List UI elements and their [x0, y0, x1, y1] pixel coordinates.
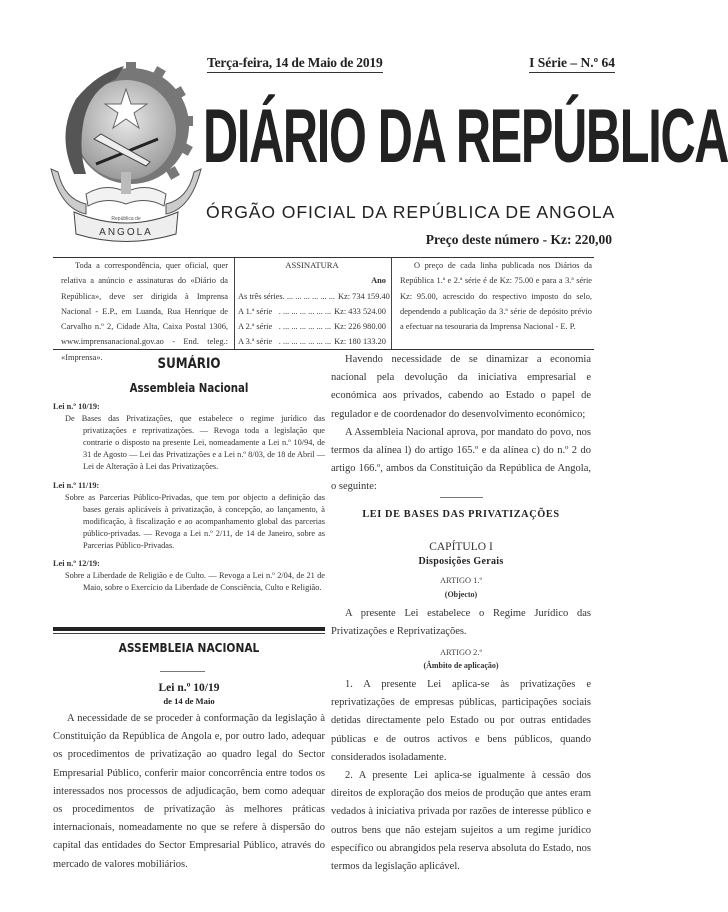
- angola-coat-of-arms-icon: [46, 44, 206, 254]
- leader-dots: . ... ... ... ... ... ...: [278, 337, 332, 347]
- publication-subtitle: ÓRGÃO OFICIAL DA REPÚBLICA DE ANGOLA: [206, 202, 616, 222]
- subscription-value: Kz: 226 980.00: [334, 322, 386, 332]
- svg-text:ANGOLA: ANGOLA: [99, 227, 153, 238]
- article-text: [331, 676, 591, 876]
- article-number: ARTIGO 1.º: [439, 576, 483, 585]
- preamble-continued: [331, 351, 591, 497]
- subscription-row: [238, 334, 386, 349]
- article-paragraph: 2. A presente Lei aplica-se igualmente à cessão dos direitos de exploração dos meios de produção que antes eram vedados à iniciativa privada por razões de interesse público e outros bens que não estejam sujeitos a um regime jurídico específico ou abrangidos pela reserva absoluta do Estado, nos termos da legislação aplicável.: [331, 770, 591, 873]
- pricing-notice: O preço de cada linha publicada nos Diários da República 1.ª e 2.ª série é de Kz: 75.00 e para a 3.ª série Kz: 95.00, acrescido do respectivo imposto do selo, dependendo a publicação da 3.ª série de depósito prévio a efectuar na tesouraria da Imprensa Nacional - E. P.: [400, 261, 592, 332]
- summary-heading: SUMÁRIO: [157, 356, 221, 372]
- preamble-paragraph: A necessidade de se proceder à conformação da legislação à Constituição da República de Angola e, por outro lado, adequar os procedimentos de privatização ao quadro legal do Sector Empresarial Público, conferir maior concorrência entre todos os interessados nos processos de adjudicação, bem como adequar os procedimentos de privatização às melhores práticas internacionais, nomeadamente no que se refere à dispersão do capital das entidades do Sector Empresarial Público, através do mercado de valores mobiliários.: [53, 713, 325, 870]
- issue-price: Preço deste número - Kz: 220,00: [425, 232, 612, 247]
- summary-law-item: [53, 480, 325, 553]
- subscription-row: [238, 319, 386, 334]
- law-description: Sobre a Liberdade de Religião e de Culto. — Revoga a Lei n.º 2/04, de 21 de Maio, sobre o Exercício da Liberdade de Consciência, Culto e Religião.: [65, 571, 325, 593]
- summary-law-item: [53, 558, 325, 594]
- chapter-number: CAPÍTULO I: [429, 541, 493, 553]
- subscription-label: A 3.ª série: [238, 337, 273, 347]
- summary-section: [53, 355, 325, 594]
- law-title: Lei n.º 10/19: [158, 682, 220, 694]
- subscription-label: A 1.ª série: [238, 306, 273, 316]
- svg-text:República de: República de: [111, 216, 141, 222]
- subscription-row: [238, 304, 386, 319]
- article-number: ARTIGO 2.º: [439, 648, 483, 657]
- subscription-label: A 2.ª série: [238, 322, 273, 332]
- chapter-title: Disposições Gerais: [418, 556, 504, 567]
- preamble-paragraph: A Assembleia Nacional aprova, por mandato do povo, nos termos da alínea l) do artigo 165.º e da alínea c) do n.º 2 do artigo 166.º, ambos da Constituição da República de Angola, o seguinte:: [331, 426, 591, 493]
- law-description: Sobre as Parcerias Público-Privadas, que tem por objecto a definição das bases gerais aplicáveis à privatização, à concepção, ao lançamento, à modificação, à fiscalização e ao acompanhamento global das parcerias público-privadas. — Revoga a Lei n.º 2/11, de 14 de Janeiro, sobre as Parcerias Público-Privadas.: [65, 492, 325, 551]
- law-date: de 14 de Maio: [163, 696, 215, 706]
- issue-date: Terça-feira, 14 de Maio de 2019: [207, 55, 383, 73]
- summary-law-item: [53, 401, 325, 474]
- law-id[interactable]: Lei n.º 11/19:: [53, 480, 100, 490]
- article-text: A presente Lei estabelece o Regime Jurídico das Privatizações e Reprivatizações.: [331, 608, 591, 638]
- subscription-value: Kz: 433 524.00: [334, 306, 386, 316]
- subscription-value: Kz: 734 159.40: [338, 291, 390, 301]
- preamble-paragraph: Havendo necessidade de se dinamizar a economia nacional pela devolução da iniciativa empresarial e económica aos privados, cabendo ao Estado o papel de regulador e de coordenador do desenvolvimento económico;: [331, 354, 591, 420]
- leader-dots: . ... ... ... ... ... ...: [282, 291, 335, 301]
- subscription-heading: ASSINATURA: [285, 260, 339, 270]
- correspondence-notice: Toda a correspondência, quer oficial, quer relativa a anúncio e assinaturas do «Diário da República», deve ser dirigida à Imprensa Nacional - E.P., em Luanda, Rua Henrique de Carvalho n.º 2, Cidade Alta, Caixa Postal 1306, www.imprensanacional.gov.ao - End. teleg.: «Imprensa».: [53, 258, 235, 349]
- assembly-section-heading: ASSEMBLEIA NACIONAL: [118, 640, 260, 655]
- section-divider-thin: [53, 633, 325, 634]
- article-title: (Âmbito de aplicação): [423, 661, 499, 670]
- series-number: I Série – N.º 64: [529, 55, 615, 73]
- subscription-year-label: Ano: [371, 276, 386, 286]
- short-divider: [160, 671, 205, 672]
- subscription-value: Kz: 180 133.20: [334, 337, 386, 347]
- subscription-table: [235, 258, 392, 349]
- publication-title: DIÁRIO DA REPÚBLICA: [203, 94, 728, 179]
- section-divider: [53, 627, 325, 631]
- subscription-row: [238, 289, 390, 304]
- article-title: (Objecto): [444, 590, 478, 599]
- summary-section-heading: Assembleia Nacional: [129, 381, 249, 395]
- leader-dots: . ... ... ... ... ... ...: [278, 322, 332, 332]
- info-box: [53, 257, 594, 362]
- leader-dots: . ... ... ... ... ... ...: [278, 306, 332, 316]
- law-id[interactable]: Lei n.º 12/19:: [53, 559, 100, 569]
- article-paragraph: 1. A presente Lei aplica-se às privatizações e reprivatizações de empresas públicas, participações sociais detidas directamente pelo Estado ou por outras entidades públicas e de outros activos e bens públicos, quando considerados isoladamente.: [331, 679, 591, 763]
- law-id[interactable]: Lei n.º 10/19:: [53, 402, 100, 411]
- short-divider: [440, 497, 483, 498]
- law-name: LEI DE BASES DAS PRIVATIZAÇÕES: [362, 509, 560, 520]
- law-description: De Bases das Privatizações, que estabelece o regime jurídico das privatizações e reprivatizações. — Revoga toda a legislação que contrarie o disposto na presente Lei, nomeadamente a Lei n.º 10/94, de 31 de Agosto — Lei das Privatizações e a Lei n.º 8/03, de 18 de Abril — Lei de Alteração à Lei das Privatizações.: [65, 414, 325, 472]
- subscription-label: As três séries: [238, 291, 283, 301]
